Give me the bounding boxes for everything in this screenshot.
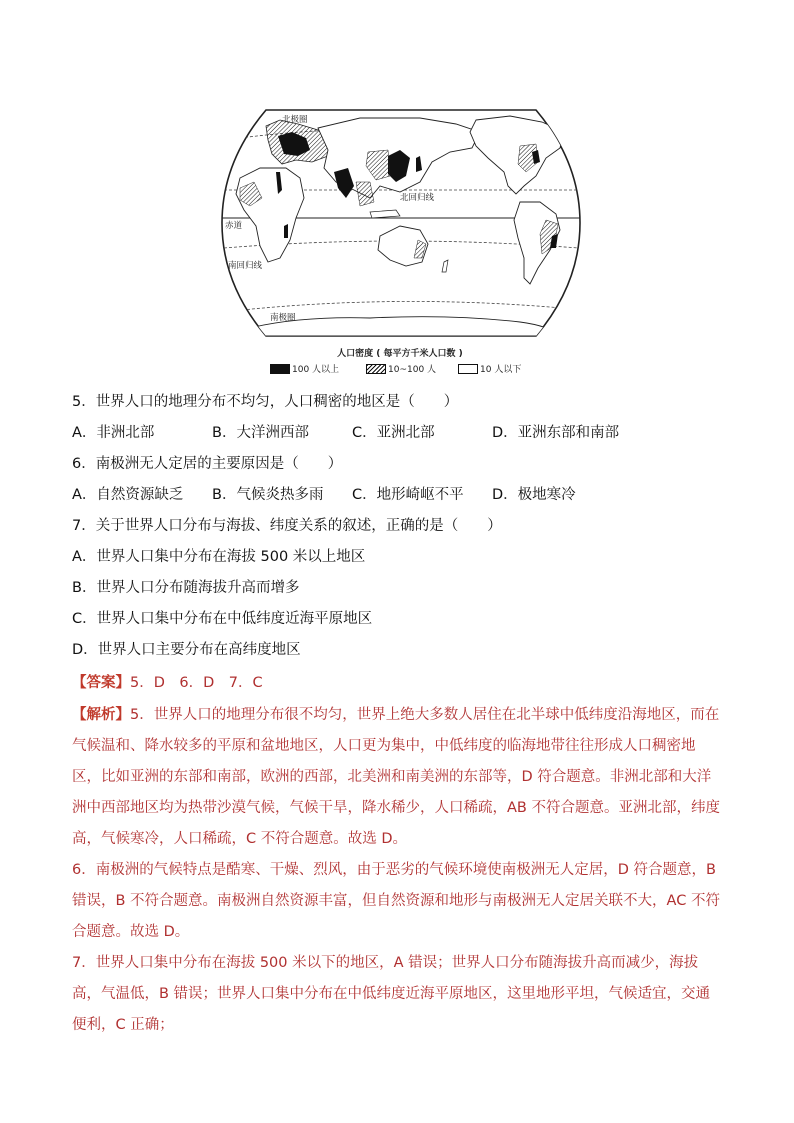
madagascar: [284, 224, 288, 238]
legend-label-high: 100 人以上: [292, 365, 340, 375]
q6-option-c: C．地形崎岖不平: [352, 487, 464, 503]
analysis-tag: 【解析】: [72, 707, 130, 723]
label-antarctic-circle: 南极圈: [270, 313, 296, 323]
label-tropic-cancer: 北回归线: [400, 193, 435, 203]
q7-stem: 7．关于世界人口分布与海拔、纬度关系的叙述，正确的是（ ）: [72, 518, 502, 534]
q5-option-b: B．大洋洲西部: [212, 425, 309, 441]
label-equator: 赤道: [225, 221, 243, 231]
legend-swatch-solid: [270, 364, 290, 374]
q7-option-a: A．世界人口集中分布在海拔 500 米以上地区: [72, 549, 366, 565]
analysis-q5: [72, 700, 724, 855]
legend-label-low: 10 人以下: [480, 365, 522, 375]
legend-swatch-white: [458, 364, 478, 374]
answer-text: 5．D 6．D 7．C: [130, 675, 263, 691]
q6-option-b: B．气候炎热多雨: [212, 487, 324, 503]
q7-option-b: B．世界人口分布随海拔升高而增多: [72, 580, 300, 596]
q7-option-c: C．世界人口集中分布在中低纬度近海平原地区: [72, 611, 373, 627]
legend-label-medium: 10~100 人: [388, 365, 437, 375]
label-tropic-capricorn: 南回归线: [228, 261, 263, 271]
legend-item-low: [458, 362, 521, 375]
q5-option-c: C．亚洲北部: [352, 425, 435, 441]
label-arctic-circle: 北极圈: [282, 115, 308, 125]
legend-swatch-hatched: [366, 364, 386, 374]
q7-option-d: D．世界人口主要分布在高纬度地区: [72, 642, 301, 658]
legend-title: 人口密度 ( 每平方千米人口数 ): [337, 349, 463, 359]
analysis-q6: 6．南极洲的气候特点是酷寒、干燥、烈风，由于恶劣的气候环境使南极洲无人定居，D 符合题意，B 错误，B 不符合题意。南极洲自然资源丰富，但自然资源和地形与南极洲无人定居关联不大，AC 不符合题意。故选 D。: [72, 862, 720, 940]
q5-option-d: D．亚洲东部和南部: [492, 425, 620, 441]
answer-line: [72, 673, 263, 693]
q6-stem: 6．南极洲无人定居的主要原因是（ ）: [72, 456, 343, 472]
world-population-density-map: [220, 102, 582, 344]
map-svg: [220, 102, 582, 344]
legend-item-medium: [366, 362, 436, 375]
q6-option-a: A．自然资源缺乏: [72, 487, 184, 503]
analysis-q7: 7．世界人口集中分布在海拔 500 米以下的地区，A 错误；世界人口分布随海拔升高而减少，海拔高，气温低，B 错误；世界人口集中分布在中低纬度近海平原地区，这里地形平坦，气候适宜，交通便利，C 正确；: [72, 955, 711, 1033]
q5-option-a: A．非洲北部: [72, 425, 155, 441]
q5-stem: 5．世界人口的地理分布不均匀，人口稠密的地区是（ ）: [72, 394, 459, 410]
q6-option-d: D．极地寒冷: [492, 487, 576, 503]
legend-item-high: [270, 362, 339, 375]
answer-tag: 【答案】: [72, 675, 130, 691]
analysis-q5-text: 5．世界人口的地理分布很不均匀，世界上绝大多数人居住在北半球中低纬度沿海地区，而在气候温和、降水较多的平原和盆地地区，人口更为集中，中低纬度的临海地带往往形成人口稠密地区，比如亚洲的东部和南部，欧洲的西部，北美洲和南美洲的东部等，D 符合题意。非洲北部和大洋洲中西部地区均为热带沙漠气候，气候干旱，降水稀少，人口稀疏，AB 不符合题意。亚洲北部，纬度高，气候寒冷，人口稀疏，C 不符合题意。故选 D。: [72, 707, 720, 847]
